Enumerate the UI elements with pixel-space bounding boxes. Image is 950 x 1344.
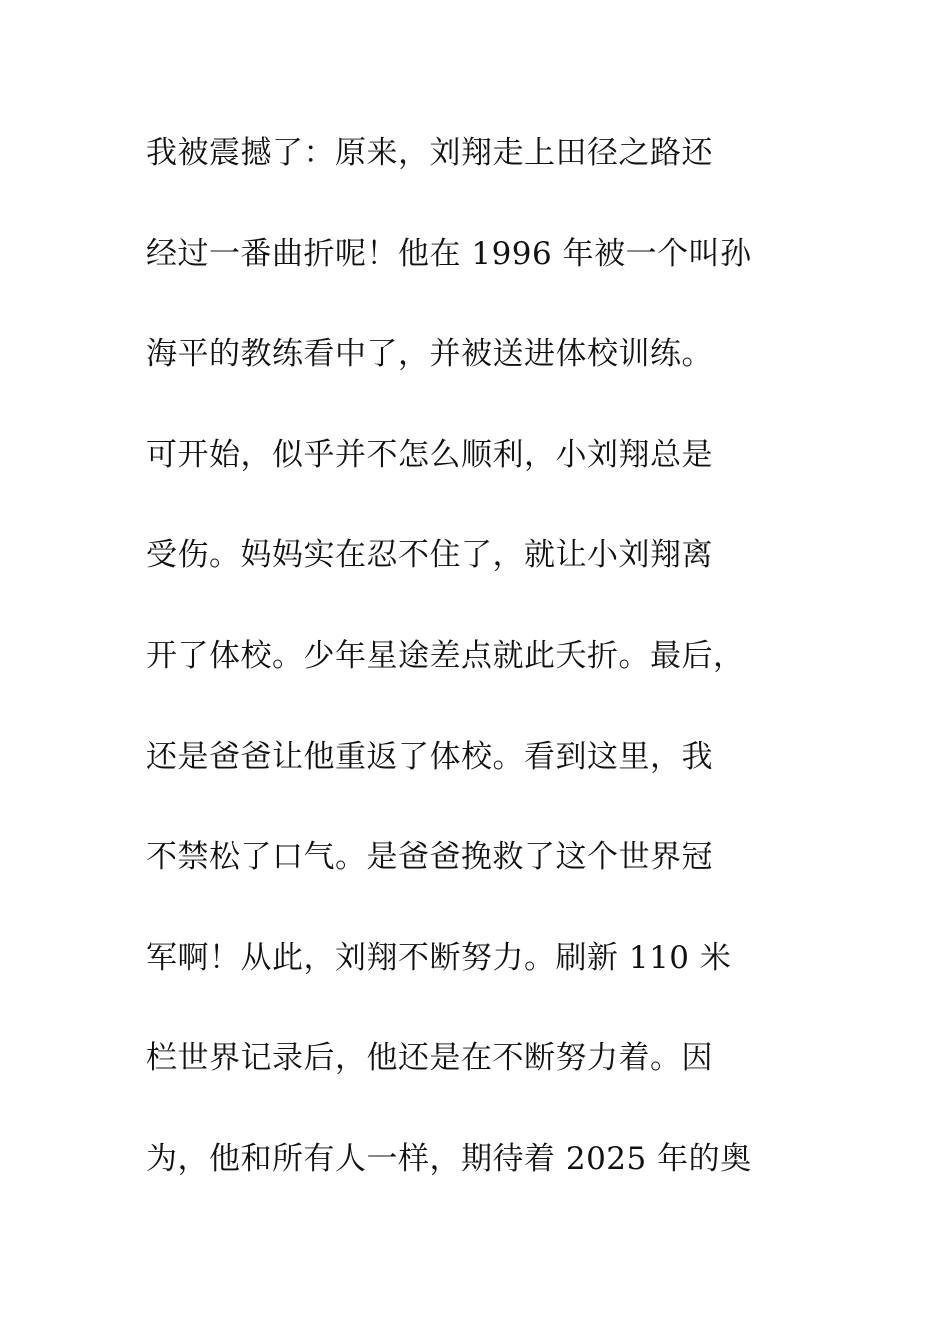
text-line: 还是爸爸让他重返了体校。看到这里，我 xyxy=(146,738,713,775)
paragraph xyxy=(146,124,806,1231)
text-line: 我被震撼了：原来，刘翔走上田径之路还 xyxy=(146,135,713,171)
text-line: 为，他和所有人一样，期待着 2025 年的奥 xyxy=(146,1140,752,1177)
text-line: 栏世界记录后，他还是在不断努力着。因 xyxy=(146,1040,713,1077)
text-line: 受伤。妈妈实在忍不住了，就让小刘翔离 xyxy=(146,537,713,574)
text-line: 海平的教练看中了，并被送进体校训练。 xyxy=(146,336,713,373)
text-line: 经过一番曲折呢！他在 1996 年被一个叫孙 xyxy=(146,235,752,272)
text-line: 开了体校。少年星途差点就此夭折。最后， xyxy=(146,637,745,674)
text-line: 可开始，似乎并不怎么顺利，小刘翔总是 xyxy=(146,436,713,473)
text-line: 不禁松了口气。是爸爸挽救了这个世界冠 xyxy=(146,839,713,876)
text-line: 军啊！从此，刘翔不断努力。刷新 110 米 xyxy=(146,939,732,976)
